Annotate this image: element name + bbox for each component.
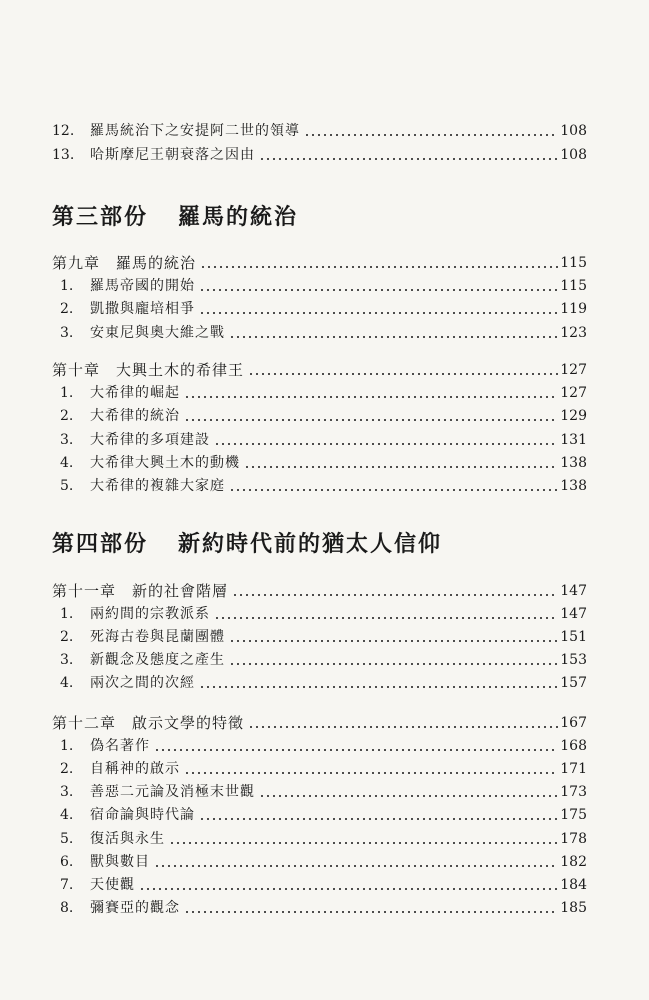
entry-number: 2.	[60, 629, 74, 645]
dot-leader	[248, 726, 558, 728]
entry-number: 5.	[60, 831, 74, 847]
entry-page: 138	[560, 455, 587, 471]
dot-leader	[154, 749, 558, 751]
entry-title: 大希律的多項建設	[90, 432, 210, 448]
chapter-entry[interactable]	[52, 710, 587, 732]
toc-entry[interactable]	[52, 895, 587, 917]
chapter-entry[interactable]	[52, 578, 587, 600]
entry-number: 3.	[60, 652, 74, 668]
toc-entry[interactable]	[52, 273, 587, 295]
entry-page: 178	[560, 831, 587, 847]
toc-entry[interactable]	[52, 670, 587, 692]
entry-title: 凱撒與龐培相爭	[90, 301, 195, 317]
dot-leader	[304, 134, 558, 136]
toc-entry[interactable]	[52, 427, 587, 449]
toc-entry[interactable]	[52, 647, 587, 669]
dot-leader	[169, 842, 558, 844]
entry-number: 3.	[60, 784, 74, 800]
entry-title: 獸與數目	[90, 854, 150, 870]
dot-leader	[244, 466, 558, 468]
dot-leader	[184, 419, 558, 421]
part-title: 羅馬的統治	[178, 204, 299, 230]
dot-leader	[214, 617, 558, 619]
chapter-title: 啟示文學的特徵	[132, 714, 245, 732]
toc-entry[interactable]	[52, 802, 587, 824]
chapter-entry[interactable]	[52, 357, 587, 379]
toc-entry[interactable]	[52, 849, 587, 871]
entry-page: 108	[560, 123, 587, 139]
entry-page: 108	[560, 147, 587, 163]
entry-page: 173	[560, 784, 587, 800]
entry-page: 115	[560, 255, 587, 271]
toc-entry[interactable]	[52, 733, 587, 755]
dot-leader	[214, 443, 558, 445]
entry-page: 171	[560, 761, 587, 777]
entry-page: 167	[560, 715, 587, 731]
entry-title: 兩約間的宗教派系	[90, 606, 210, 622]
toc-entry[interactable]	[52, 142, 587, 164]
entry-number: 4.	[60, 807, 74, 823]
entry-page: 175	[560, 807, 587, 823]
entry-title: 偽名著作	[90, 738, 150, 754]
dot-leader	[199, 686, 558, 688]
dot-leader	[232, 594, 558, 596]
entry-page: 138	[560, 478, 587, 494]
toc-entry[interactable]	[52, 403, 587, 425]
entry-title: 羅馬帝國的開始	[90, 278, 195, 294]
entry-page: 129	[560, 408, 587, 424]
dot-leader	[199, 289, 558, 291]
part-heading	[52, 527, 442, 558]
entry-number: 1.	[60, 278, 74, 294]
toc-entry[interactable]	[52, 320, 587, 342]
entry-page: 151	[560, 629, 587, 645]
toc-entry[interactable]	[52, 380, 587, 402]
entry-number: 6.	[60, 854, 74, 870]
part-label: 第三部份	[52, 204, 149, 230]
entry-number: 1.	[60, 385, 74, 401]
entry-page: 185	[560, 900, 587, 916]
chapter-number: 第十章	[52, 361, 101, 379]
entry-title: 兩次之間的次經	[90, 675, 195, 691]
toc-entry[interactable]	[52, 826, 587, 848]
entry-number: 2.	[60, 761, 74, 777]
entry-number: 13.	[52, 147, 75, 163]
toc-entry[interactable]	[52, 473, 587, 495]
entry-title: 彌賽亞的觀念	[90, 900, 180, 916]
entry-title: 大希律的複雜大家庭	[90, 478, 225, 494]
toc-entry[interactable]	[52, 779, 587, 801]
dot-leader	[229, 640, 558, 642]
dot-leader	[248, 373, 558, 375]
toc-entry[interactable]	[52, 872, 587, 894]
part-title: 新約時代前的猶太人信仰	[178, 531, 443, 557]
entry-number: 2.	[60, 301, 74, 317]
entry-page: 127	[560, 362, 587, 378]
entry-page: 147	[560, 606, 587, 622]
entry-title: 新觀念及態度之產生	[90, 652, 225, 668]
entry-page: 153	[560, 652, 587, 668]
entry-page: 168	[560, 738, 587, 754]
entry-title: 羅馬統治下之安提阿二世的領導	[90, 123, 300, 139]
entry-title: 安東尼與奧大維之戰	[90, 325, 225, 341]
dot-leader	[199, 818, 558, 820]
toc-entry[interactable]	[52, 450, 587, 472]
entry-page: 115	[560, 278, 587, 294]
entry-title: 天使觀	[90, 877, 135, 893]
toc-entry[interactable]	[52, 756, 587, 778]
entry-page: 131	[560, 432, 587, 448]
part-heading	[52, 200, 298, 231]
dot-leader	[200, 266, 558, 268]
chapter-number: 第十一章	[52, 582, 117, 600]
entry-page: 127	[560, 385, 587, 401]
dot-leader	[154, 865, 558, 867]
entry-title: 自稱神的啟示	[90, 761, 180, 777]
dot-leader	[184, 396, 558, 398]
entry-title: 大希律大興土木的動機	[90, 455, 240, 471]
entry-number: 4.	[60, 455, 74, 471]
dot-leader	[199, 312, 558, 314]
dot-leader	[184, 911, 558, 913]
chapter-number: 第九章	[52, 254, 101, 272]
entry-number: 2.	[60, 408, 74, 424]
dot-leader	[229, 663, 558, 665]
entry-title: 宿命論與時代論	[90, 807, 195, 823]
entry-number: 8.	[60, 900, 74, 916]
entry-title: 善惡二元論及消極末世觀	[90, 784, 255, 800]
chapter-title: 羅馬的統治	[116, 254, 197, 272]
entry-page: 123	[560, 325, 587, 341]
entry-number: 3.	[60, 432, 74, 448]
entry-number: 7.	[60, 877, 74, 893]
chapter-title: 大興土木的希律王	[116, 361, 245, 379]
dot-leader	[259, 158, 558, 160]
entry-title: 復活與永生	[90, 831, 165, 847]
toc-entry[interactable]	[52, 118, 587, 140]
toc-entry[interactable]	[52, 624, 587, 646]
chapter-number: 第十二章	[52, 714, 117, 732]
dot-leader	[139, 888, 558, 890]
chapter-entry[interactable]	[52, 250, 587, 272]
entry-page: 157	[560, 675, 587, 691]
entry-page: 119	[560, 301, 587, 317]
entry-title: 大希律的崛起	[90, 385, 180, 401]
dot-leader	[184, 772, 558, 774]
entry-number: 3.	[60, 325, 74, 341]
entry-page: 147	[560, 583, 587, 599]
entry-title: 大希律的統治	[90, 408, 180, 424]
toc-entry[interactable]	[52, 296, 587, 318]
part-label: 第四部份	[52, 531, 149, 557]
entry-number: 1.	[60, 738, 74, 754]
entry-title: 哈斯摩尼王朝衰落之因由	[90, 147, 255, 163]
dot-leader	[229, 489, 558, 491]
entry-number: 4.	[60, 675, 74, 691]
entry-title: 死海古卷與昆蘭團體	[90, 629, 225, 645]
chapter-title: 新的社會階層	[132, 582, 229, 600]
toc-entry[interactable]	[52, 601, 587, 623]
entry-page: 182	[560, 854, 587, 870]
entry-page: 184	[560, 877, 587, 893]
entry-number: 1.	[60, 606, 74, 622]
entry-number: 12.	[52, 123, 75, 139]
entry-number: 5.	[60, 478, 74, 494]
dot-leader	[229, 336, 558, 338]
dot-leader	[259, 795, 558, 797]
